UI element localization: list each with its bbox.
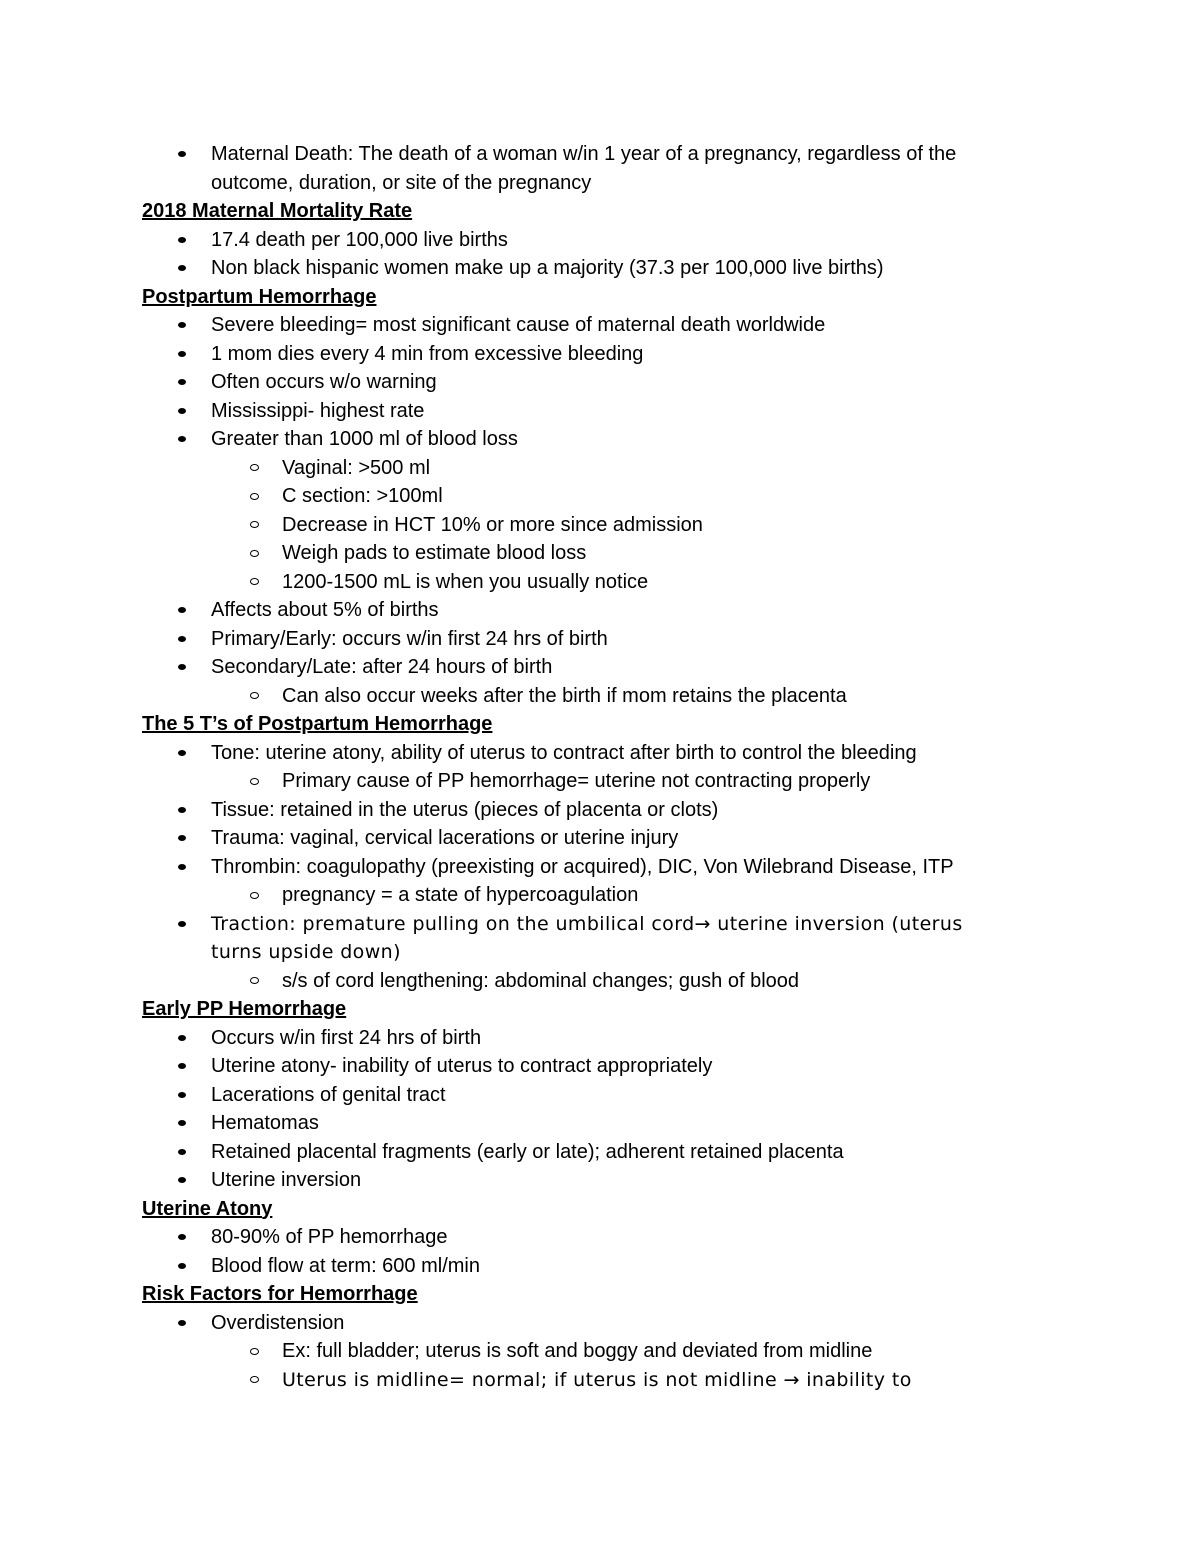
hollow-bullet-icon bbox=[250, 682, 259, 711]
list-item-text: Ex: full bladder; uterus is soft and boggy and deviated from midline bbox=[282, 1340, 873, 1362]
section-heading: 2018 Maternal Mortality Rate bbox=[142, 200, 413, 222]
list-item-text: 1 mom dies every 4 min from excessive bleeding bbox=[211, 342, 644, 365]
section-heading: Postpartum Hemorrhage bbox=[142, 285, 377, 308]
list-item-text: 1200-1500 mL is when you usually notice bbox=[282, 570, 649, 593]
list-item-text: Non black hispanic women make up a majority (37.3 per 100,000 live births) bbox=[211, 257, 884, 279]
section-heading: Uterine Atony bbox=[142, 1197, 273, 1220]
sub-list-item bbox=[0, 454, 1200, 483]
hollow-bullet-icon bbox=[250, 881, 259, 910]
list-item-text: Tone: uterine atony, ability of uterus to contract after birth to control the bleeding bbox=[211, 741, 917, 764]
list-item-text: C section: >100ml bbox=[282, 485, 443, 507]
hollow-bullet-icon bbox=[250, 511, 259, 540]
sub-list-item bbox=[0, 1337, 1200, 1366]
list-item-text: Severe bleeding= most significant cause of maternal death worldwide bbox=[211, 314, 826, 336]
list-item-text: 17.4 death per 100,000 live births bbox=[211, 228, 508, 251]
hollow-bullet-icon bbox=[250, 1337, 259, 1366]
list-item-text: Mississippi- highest rate bbox=[211, 399, 425, 422]
list-item bbox=[0, 938, 1200, 967]
bullet-icon bbox=[178, 425, 186, 454]
bullet-icon bbox=[178, 1223, 186, 1252]
sub-list-item bbox=[0, 511, 1200, 540]
bullet-icon bbox=[178, 1081, 186, 1110]
hollow-bullet-icon bbox=[250, 482, 259, 511]
sub-list-item bbox=[0, 767, 1200, 796]
bullet-icon bbox=[178, 311, 186, 340]
bullet-icon bbox=[178, 739, 186, 768]
list-item bbox=[0, 226, 1200, 255]
sub-list-item bbox=[0, 682, 1200, 711]
bullet-icon bbox=[178, 254, 186, 283]
list-item bbox=[0, 1052, 1200, 1081]
list-item-text: Affects about 5% of births bbox=[211, 599, 439, 621]
list-item-text: s/s of cord lengthening: abdominal changes; gush of blood bbox=[282, 969, 800, 992]
list-item-text: 80-90% of PP hemorrhage bbox=[211, 1226, 448, 1248]
sub-list-item bbox=[0, 568, 1200, 597]
sub-list-item bbox=[0, 482, 1200, 511]
bullet-icon bbox=[178, 368, 186, 397]
list-item-text: Occurs w/in first 24 hrs of birth bbox=[211, 1026, 482, 1049]
section-heading: Risk Factors for Hemorrhage bbox=[142, 1283, 418, 1305]
list-item-text: Can also occur weeks after the birth if mom retains the placenta bbox=[282, 684, 847, 707]
bullet-icon bbox=[178, 1109, 186, 1138]
list-item-text: Often occurs w/o warning bbox=[211, 371, 437, 393]
bullet-icon bbox=[178, 653, 186, 682]
list-item-text: turns upside down) bbox=[211, 941, 401, 963]
bullet-icon bbox=[178, 1138, 186, 1167]
list-item-text: outcome, duration, or site of the pregnancy bbox=[211, 171, 592, 194]
bullet-icon bbox=[178, 596, 186, 625]
list-item-text: Blood flow at term: 600 ml/min bbox=[211, 1254, 480, 1277]
list-item-text: Vaginal: >500 ml bbox=[282, 456, 431, 479]
list-item bbox=[0, 368, 1200, 397]
list-item bbox=[0, 169, 1200, 198]
list-item bbox=[0, 796, 1200, 825]
list-item bbox=[0, 824, 1200, 853]
bullet-icon bbox=[178, 824, 186, 853]
list-item bbox=[0, 625, 1200, 654]
bullet-icon bbox=[178, 625, 186, 654]
list-item-text: Trauma: vaginal, cervical lacerations or uterine injury bbox=[211, 827, 679, 849]
list-item bbox=[0, 1081, 1200, 1110]
list-item-text: Retained placental fragments (early or late); adherent retained placenta bbox=[211, 1140, 844, 1163]
bullet-icon bbox=[178, 140, 186, 169]
bullet-icon bbox=[178, 1309, 186, 1338]
sub-list-item bbox=[0, 881, 1200, 910]
list-item-text: Primary/Early: occurs w/in first 24 hrs of birth bbox=[211, 627, 608, 650]
list-item-text: Weigh pads to estimate blood loss bbox=[282, 542, 587, 564]
list-item bbox=[0, 1138, 1200, 1167]
list-item-text: Uterine atony- inability of uterus to contract appropriately bbox=[211, 1055, 713, 1077]
list-item-text: Thrombin: coagulopathy (preexisting or acquired), DIC, Von Wilebrand Disease, ITP bbox=[211, 855, 954, 878]
sub-list-item bbox=[0, 1366, 1200, 1395]
bullet-icon bbox=[178, 397, 186, 426]
list-item-text: Greater than 1000 ml of blood loss bbox=[211, 428, 518, 450]
sub-list-item bbox=[0, 539, 1200, 568]
section-heading: Early PP Hemorrhage bbox=[142, 998, 347, 1020]
list-item bbox=[0, 1166, 1200, 1195]
hollow-bullet-icon bbox=[250, 967, 259, 996]
hollow-bullet-icon bbox=[250, 1366, 259, 1395]
list-item bbox=[0, 340, 1200, 369]
document-page bbox=[0, 140, 1200, 1394]
list-item bbox=[0, 910, 1200, 939]
list-item-text: Overdistension bbox=[211, 1311, 345, 1334]
bullet-icon bbox=[178, 226, 186, 255]
list-item bbox=[0, 739, 1200, 768]
list-item-text: Traction: premature pulling on the umbilical cord→ uterine inversion (uterus bbox=[211, 912, 963, 935]
bullet-icon bbox=[178, 910, 186, 939]
bullet-icon bbox=[178, 340, 186, 369]
list-item bbox=[0, 1024, 1200, 1053]
list-item bbox=[0, 254, 1200, 283]
list-item bbox=[0, 1252, 1200, 1281]
list-item-text: Lacerations of genital tract bbox=[211, 1083, 446, 1106]
sub-list-item bbox=[0, 967, 1200, 996]
hollow-bullet-icon bbox=[250, 767, 259, 796]
list-item-text: Maternal Death: The death of a woman w/in 1 year of a pregnancy, regardless of the bbox=[211, 143, 957, 165]
list-item bbox=[0, 653, 1200, 682]
list-item bbox=[0, 1109, 1200, 1138]
section-heading: The 5 T’s of Postpartum Hemorrhage bbox=[142, 713, 493, 735]
list-item bbox=[0, 1309, 1200, 1338]
hollow-bullet-icon bbox=[250, 539, 259, 568]
list-item bbox=[0, 1223, 1200, 1252]
bullet-icon bbox=[178, 1052, 186, 1081]
bullet-icon bbox=[178, 796, 186, 825]
list-item bbox=[0, 596, 1200, 625]
bullet-icon bbox=[178, 853, 186, 882]
hollow-bullet-icon bbox=[250, 568, 259, 597]
list-item-text: Uterine inversion bbox=[211, 1169, 362, 1191]
list-item-text: Secondary/Late: after 24 hours of birth bbox=[211, 656, 553, 678]
list-item bbox=[0, 853, 1200, 882]
list-item-text: Primary cause of PP hemorrhage= uterine not contracting properly bbox=[282, 770, 871, 792]
list-item-text: Decrease in HCT 10% or more since admission bbox=[282, 513, 703, 536]
list-item bbox=[0, 425, 1200, 454]
bullet-icon bbox=[178, 1252, 186, 1281]
bullet-icon bbox=[178, 1024, 186, 1053]
list-item-text: Tissue: retained in the uterus (pieces of placenta or clots) bbox=[211, 798, 719, 821]
list-item-text: Hematomas bbox=[211, 1112, 319, 1134]
list-item bbox=[0, 311, 1200, 340]
list-item bbox=[0, 397, 1200, 426]
hollow-bullet-icon bbox=[250, 454, 259, 483]
list-item-text: Uterus is midline= normal; if uterus is not midline → inability to bbox=[282, 1368, 912, 1391]
list-item-text: pregnancy = a state of hypercoagulation bbox=[282, 884, 639, 906]
list-item bbox=[0, 140, 1200, 169]
bullet-icon bbox=[178, 1166, 186, 1195]
